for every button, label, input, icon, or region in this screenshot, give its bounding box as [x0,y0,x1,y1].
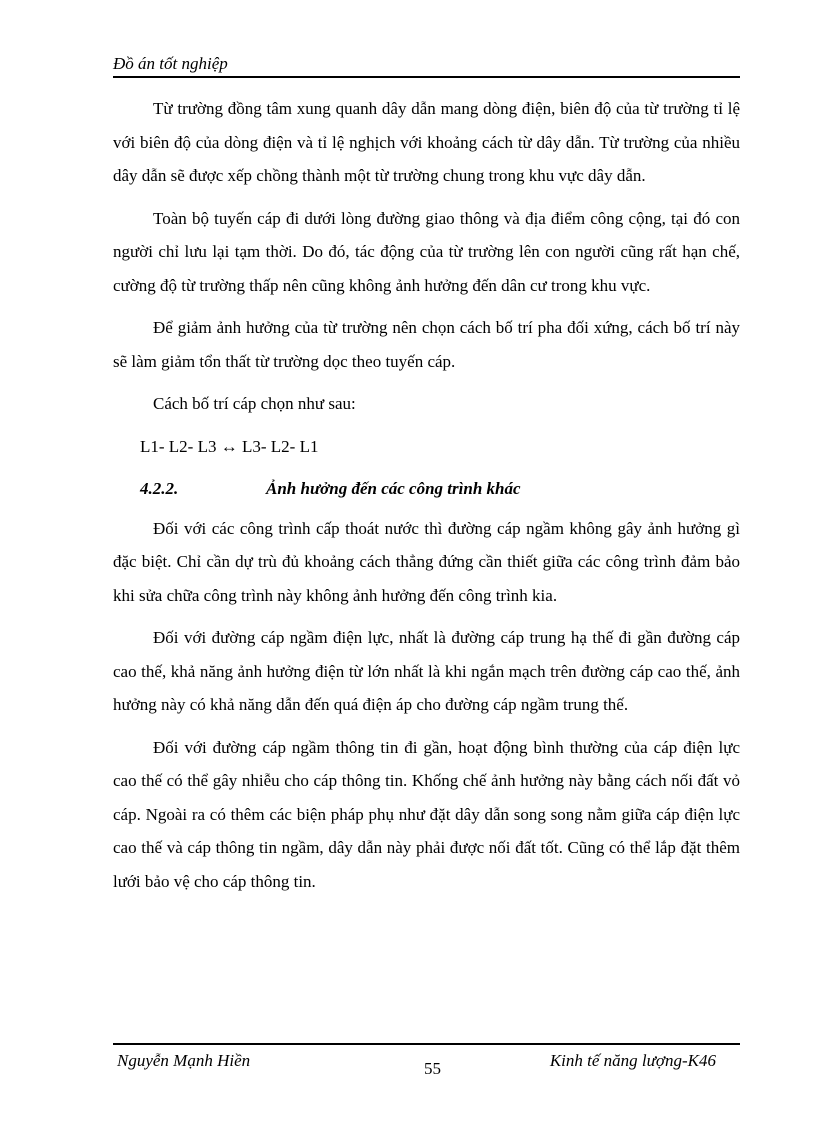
page-footer [113,1043,740,1085]
paragraph: Toàn bộ tuyến cáp đi dưới lòng đường giao thông và địa điểm công cộng, tại đó con người chỉ lưu lại tạm thời. Do đó, tác động của từ trường lên con người cũng rất hạn chế, cường độ từ trường thấp nên cũng không ảnh hưởng đến dân cư trong khu vực. [113,208,740,295]
section-heading [140,472,740,506]
paragraph: Đối với đường cáp ngầm thông tin đi gần, hoạt động bình thường của cáp điện lực cao thế có thể gây nhiễu cho cáp thông tin. Khống chế ảnh hưởng này bằng cách nối đất vỏ cáp. Ngoài ra có thêm các biện pháp phụ như đặt dây dẫn song song nằm giữa cáp điện lực cao thế và cáp thông tin ngầm, dây dẫn này phải được nối đất tốt. Cũng có thể lắp đặt thêm lưới bảo vệ cho cáp thông tin. [113,737,740,891]
paragraph: Cách bố trí cáp chọn như sau: [153,394,356,413]
phase-arrangement: L1- L2- L3 ↔ L3- L2- L1 [140,436,319,456]
header-title: Đồ án tốt nghiệp [113,54,228,73]
paragraph: Đối với các công trình cấp thoát nước thì đường cáp ngầm không gây ảnh hưởng gì đặc biệt. Chỉ cần dự trù đủ khoảng cách thẳng đứng cần thiết giữa các công trình đảm bảo khi sửa chữa công trình này không ảnh hưởng đến công trình kia. [113,518,740,605]
section-title: Ảnh hưởng đến các công trình khác [266,479,521,498]
page-body [113,92,740,907]
paragraph: Từ trường đồng tâm xung quanh dây dẫn mang dòng điện, biên độ của từ trường tỉ lệ với biên độ của dòng điện và tỉ lệ nghịch với khoảng cách từ dây dẫn. Từ trường của nhiều dây dẫn sẽ được xếp chồng thành một từ trường chung trong khu vực dây dẫn. [113,99,740,185]
section-number: 4.2.2. [140,479,179,498]
footer-author: Nguyễn Mạnh Hiền [117,1051,251,1070]
page-header [113,52,740,78]
paragraph: Để giảm ảnh hưởng của từ trường nên chọn cách bố trí pha đối xứng, cách bố trí này sẽ làm giảm tổn thất từ trường dọc theo tuyến cáp. [113,318,740,371]
page-number: 55 [424,1059,441,1078]
paragraph: Đối với đường cáp ngầm điện lực, nhất là đường cáp trung hạ thế đi gần đường cáp cao thế, khả năng ảnh hưởng điện từ lớn nhất là khi ngắn mạch trên đường cáp cao thế, ảnh hưởng này có khả năng dẫn đến quá điện áp cho đường cáp ngầm trung thế. [113,628,740,714]
footer-course: Kinh tế năng lượng-K46 [549,1051,716,1070]
